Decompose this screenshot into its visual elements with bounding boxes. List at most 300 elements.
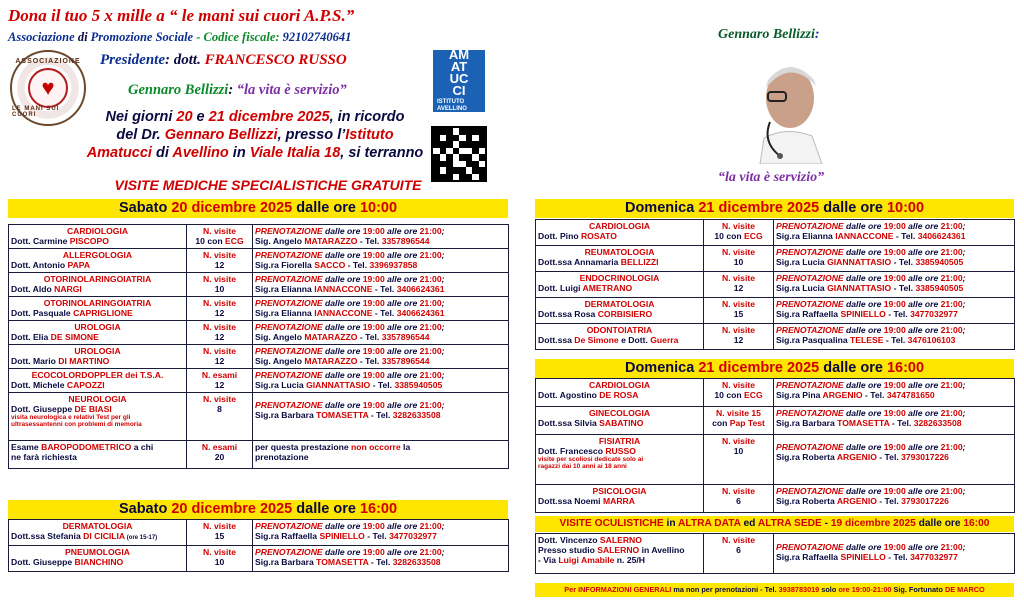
doctor-title: Dott.ssa	[538, 335, 575, 345]
pren-t1: dalle ore	[322, 547, 363, 557]
baro-nv: N. esami	[201, 442, 238, 452]
baro-p1a: per questa prestazione	[255, 442, 351, 452]
schedule-sat-afternoon	[8, 519, 509, 572]
schedule-sun-morning	[535, 219, 1015, 350]
info-c: ma non per prenotazioni - Tel.	[671, 585, 779, 594]
count-value	[189, 404, 250, 414]
ocul-docr: SALERNO	[599, 535, 642, 545]
ocul-l2r: SALERNO	[597, 545, 640, 555]
count-cell	[704, 272, 774, 298]
visite-heading: VISITE MEDICHE SPECIALISTICHE GRATUITE	[114, 177, 422, 193]
contact-surname: ARGENIO	[836, 496, 877, 506]
pren-t2: alle ore	[905, 325, 941, 335]
pren-t1: dalle ore	[322, 226, 363, 236]
pren-h1: 19:00	[362, 298, 385, 308]
ocul-doc-line2	[538, 545, 701, 555]
specialty-cell	[536, 407, 704, 435]
pren-h1: 19:00	[362, 547, 385, 557]
contact-line	[255, 332, 506, 342]
pren-t3: ;	[441, 250, 445, 260]
right-name-colon: :	[814, 27, 820, 42]
pren-h1: 19:00	[883, 380, 906, 390]
pren-t1: dalle ore	[322, 346, 363, 356]
phone-number: 3474781650	[886, 390, 935, 400]
booking-cell	[253, 297, 509, 321]
phone-number: 3385940505	[915, 257, 964, 267]
contact-surname: SACCO	[314, 260, 346, 270]
contact-line	[255, 260, 506, 270]
count-value	[706, 446, 771, 456]
pren-line	[255, 346, 506, 356]
contact-line	[255, 557, 506, 567]
pren-h1: 19:00	[883, 325, 906, 335]
ocul-b: in	[663, 518, 679, 529]
schedule-sat-morning	[8, 224, 509, 469]
contact-line	[255, 410, 506, 420]
pren-label: PRENOTAZIONE	[255, 298, 323, 308]
booking-cell	[253, 345, 509, 369]
contact-name: Sig.ra Pina	[776, 390, 823, 400]
count-label: N. visite	[722, 273, 755, 283]
count-cell	[704, 379, 774, 407]
pren-t1: dalle ore	[843, 325, 884, 335]
ocul-pren-cell	[774, 534, 1015, 574]
contact-line	[776, 496, 1012, 506]
count-value	[706, 335, 771, 345]
contact-name: Sig. Angelo	[255, 356, 305, 366]
pren-h2: 21:00	[419, 274, 442, 284]
pren-t1: dalle ore	[843, 486, 884, 496]
count-label: N. visite	[722, 247, 755, 257]
count-cell	[187, 321, 253, 345]
doctor-name	[11, 557, 184, 567]
count-cell	[187, 225, 253, 249]
pren-t3: ;	[962, 325, 966, 335]
pren-line	[255, 322, 506, 332]
doctor-surname: DI CICILIA	[83, 531, 126, 541]
pren-t3: ;	[441, 322, 445, 332]
contact-line	[255, 284, 506, 294]
count-label: N. visite	[203, 547, 236, 557]
contact-surname: ARGENIO	[836, 452, 877, 462]
table-row	[9, 441, 509, 469]
phone-number: 3282633508	[913, 418, 962, 428]
motto-line	[128, 82, 347, 99]
specialty-cell	[9, 249, 187, 273]
count-number: 10	[214, 284, 225, 294]
intro-3e: Viale Italia 18	[249, 145, 341, 161]
doctor-joiner: e Dott.	[618, 335, 651, 345]
doctor-name	[538, 231, 701, 241]
table-row	[536, 324, 1015, 350]
ocul-nv: N. visite	[722, 535, 755, 545]
doctor-note: (ore 15-17)	[125, 535, 158, 541]
contact-line	[776, 257, 1012, 267]
day-bar-sat-afternoon	[8, 500, 508, 519]
pren-t2: alle ore	[905, 273, 941, 283]
contact-surname: GIANNATTASIO	[827, 283, 892, 293]
doctor-name	[11, 356, 184, 366]
pren-t2: alle ore	[905, 380, 941, 390]
specialty-cell	[536, 324, 704, 350]
pren-h2: 21:00	[419, 521, 442, 531]
count-label: N. visite	[722, 436, 755, 446]
count-value	[189, 531, 250, 541]
right-name	[718, 27, 820, 43]
doctor-name	[11, 531, 184, 543]
pren-t3: ;	[441, 400, 445, 410]
doctor-surname: DE BIASI	[74, 404, 112, 414]
count-label: N. visite	[722, 380, 755, 390]
specialty-cell	[9, 546, 187, 572]
count-extra: ECG	[744, 231, 763, 241]
count-value	[706, 309, 771, 319]
count-number: 12	[214, 380, 225, 390]
table-row	[536, 407, 1015, 435]
pren-line	[776, 408, 1012, 418]
ocul-whor: SPINIELLO	[840, 552, 886, 562]
contact-surname: TOMASETTA	[837, 418, 890, 428]
pren-t3: ;	[441, 370, 445, 380]
doctor-surname-2: Guerra	[650, 335, 679, 345]
count-number: 10	[733, 446, 744, 456]
pren-line	[776, 221, 1012, 231]
doctor-title: Dott.ssa Rosa	[538, 309, 598, 319]
intro-2d: Istituto	[345, 127, 394, 143]
doctor-title: Dott. Pino	[538, 231, 581, 241]
tel-label: - Tel.	[862, 390, 887, 400]
intro-2b: Gennaro Bellizzi	[164, 127, 278, 143]
doctor-name	[538, 418, 701, 428]
count-label: N. esami	[201, 370, 238, 380]
tel-label: - Tel.	[885, 309, 911, 319]
president-line	[100, 52, 347, 69]
baro-cell	[9, 441, 187, 469]
doctor-title: Dott. Antonio	[11, 260, 68, 270]
ocul-doc-line3	[538, 555, 701, 565]
day4-c: dalle ore	[819, 360, 887, 376]
pren-t2: alle ore	[384, 226, 420, 236]
intro-1a: Nei giorni	[105, 109, 177, 125]
contact-name: Sig.ra Fiorella	[255, 260, 315, 270]
pren-t3: ;	[962, 486, 966, 496]
pren-h1: 19:00	[883, 299, 906, 309]
pren-t1: dalle ore	[322, 250, 363, 260]
intro-1d: 21 dicembre 2025	[208, 109, 330, 125]
ocul-c: ALTRA DATA	[678, 518, 741, 529]
day-bar-sun-afternoon	[535, 359, 1014, 378]
contact-line	[255, 380, 506, 390]
count-value	[706, 390, 771, 400]
pren-h2: 21:00	[940, 408, 963, 418]
specialty-name: DERMATOLOGIA	[584, 299, 655, 309]
pren-label: PRENOTAZIONE	[776, 380, 844, 390]
pren-line	[776, 325, 1012, 335]
pren-t3: ;	[441, 298, 445, 308]
motto-colon: :	[228, 82, 237, 98]
amatucci-small: ISTITUTO AVELLINO	[437, 99, 467, 112]
contact-line	[776, 231, 1012, 241]
doctor-title: Dott. Francesco	[538, 446, 606, 456]
table-row	[536, 220, 1015, 246]
count-label: N. visite	[722, 486, 755, 496]
count-value	[189, 284, 250, 294]
pren-t2: alle ore	[905, 299, 941, 309]
tel-label: - Tel.	[889, 418, 914, 428]
specialty-name: REUMATOLOGIA	[584, 247, 655, 257]
contact-line	[776, 390, 1012, 400]
contact-surname: MATARAZZO	[304, 236, 358, 246]
doctor-surname: DE SIMONE	[50, 332, 99, 342]
pren-label: PRENOTAZIONE	[255, 400, 323, 410]
baro-1a: Esame	[11, 442, 42, 452]
tel-label: - Tel.	[368, 410, 393, 420]
intro-line-1	[65, 108, 445, 126]
day3-c: dalle ore	[819, 200, 887, 216]
pren-t1: dalle ore	[322, 370, 363, 380]
doctor-name	[11, 260, 184, 270]
contact-name: Sig.ra Pasqualina	[776, 335, 851, 345]
tel-label: - Tel.	[364, 531, 390, 541]
count-value	[189, 332, 250, 342]
baro-1c: a chi	[131, 442, 154, 452]
specialty-name: CARDIOLOGIA	[588, 380, 651, 390]
pren-h2: 21:00	[940, 442, 963, 452]
pren-t1: dalle ore	[843, 247, 884, 257]
booking-cell	[774, 246, 1015, 272]
specialty-cell	[536, 298, 704, 324]
count-value	[189, 308, 250, 318]
doctor-title: Dott. Aldo	[11, 284, 55, 294]
ocul-count-cell	[704, 534, 774, 574]
count-label: N. visite	[203, 394, 236, 404]
count-value	[706, 257, 771, 267]
pren-h1: 19:00	[362, 250, 385, 260]
pren-line	[255, 274, 506, 284]
pren-label: PRENOTAZIONE	[255, 521, 323, 531]
booking-cell	[253, 273, 509, 297]
intro-3b: di	[151, 145, 173, 161]
intro-3c: Avellino	[172, 145, 229, 161]
doctor-name	[538, 283, 701, 293]
specialty-name: ECOCOLORDOPPLER dei T.S.A.	[31, 370, 164, 380]
pren-t1: dalle ore	[843, 273, 884, 283]
doctor-name	[11, 308, 184, 318]
booking-cell	[253, 321, 509, 345]
count-value	[706, 418, 771, 428]
doctor-surname: ROSATO	[580, 231, 617, 241]
booking-cell	[253, 369, 509, 393]
pren-t2: alle ore	[384, 250, 420, 260]
pren-line	[776, 273, 1012, 283]
phone-number: 3406624361	[396, 308, 445, 318]
specialty-cell	[9, 225, 187, 249]
specialty-cell	[9, 369, 187, 393]
right-motto: “la vita è servizio”	[718, 170, 825, 185]
pren-h2: 21:00	[940, 486, 963, 496]
booking-cell	[774, 272, 1015, 298]
phone-number: 3282633508	[392, 410, 441, 420]
doctor-surname: AMETRANO	[582, 283, 633, 293]
specialty-cell	[536, 435, 704, 485]
pren-label: PRENOTAZIONE	[255, 346, 323, 356]
doctor-title: Dott. Giuseppe	[11, 557, 75, 567]
specialty-name: FISIATRIA	[598, 436, 641, 446]
pren-h2: 21:00	[940, 380, 963, 390]
pren-h1: 19:00	[362, 322, 385, 332]
phone-number: 3282633508	[392, 557, 441, 567]
doctor-title: Dott.ssa Annamaria	[538, 257, 621, 267]
count-cell	[187, 345, 253, 369]
pren-label: PRENOTAZIONE	[255, 250, 323, 260]
contact-name: Sig.ra Raffaella	[255, 531, 320, 541]
pren-t1: dalle ore	[843, 408, 884, 418]
pren-t3: ;	[962, 273, 966, 283]
day3-d: 10:00	[886, 200, 925, 216]
tel-label: - Tel.	[876, 496, 902, 506]
booking-cell	[253, 520, 509, 546]
doctor-surname: DE ROSA	[599, 390, 639, 400]
pren-t3: ;	[962, 380, 966, 390]
count-cell	[704, 220, 774, 246]
pren-h1: 19:00	[883, 408, 906, 418]
pren-t2: alle ore	[384, 370, 420, 380]
phone-number: 3793017226	[901, 452, 949, 462]
count-label: N. visite	[203, 346, 236, 356]
phone-number: 3406624361	[396, 284, 445, 294]
count-number: 10 con	[714, 390, 744, 400]
assoc-codice: 92102740641	[282, 30, 352, 44]
ocul-a: VISITE OCULISTICHE	[559, 518, 664, 529]
president-name: FRANCESCO RUSSO	[204, 52, 347, 68]
ocul-contact-line	[776, 552, 1012, 562]
phone-number: 3793017226	[901, 496, 949, 506]
tel-label: - Tel.	[372, 308, 397, 318]
contact-surname: TOMASETTA	[316, 557, 369, 567]
pren-t2: alle ore	[384, 400, 420, 410]
doctor-surname: De Simone	[574, 335, 619, 345]
day4-d: 16:00	[886, 360, 925, 376]
contact-line	[776, 418, 1012, 428]
phone-number: 3385940505	[915, 283, 964, 293]
count-number: 8	[217, 404, 222, 414]
count-label: N. visite	[203, 322, 236, 332]
day2-c: dalle ore	[292, 501, 360, 517]
intro-line-3	[65, 144, 445, 162]
pren-t1: dalle ore	[843, 221, 884, 231]
right-name-text: Gennaro Bellizzi	[718, 27, 815, 42]
count-cell	[187, 546, 253, 572]
contact-line	[776, 335, 1012, 345]
flyer-title: Dona il tuo 5 x mille a “ le mani sui cuori A.P.S.”	[8, 6, 355, 25]
doctor-name	[538, 446, 701, 456]
pren-t2: alle ore	[384, 274, 420, 284]
table-row	[536, 272, 1015, 298]
visit-note-2: ultrasessantenni con problemi di memoria	[11, 421, 142, 428]
table-row	[9, 273, 509, 297]
pren-t2: alle ore	[905, 486, 941, 496]
count-value	[706, 283, 771, 293]
baro-line-2: ne farà richiesta	[11, 452, 77, 462]
doctor-surname: PISCOPO	[69, 236, 109, 246]
specialty-name: PNEUMOLOGIA	[65, 547, 130, 557]
baro-p1c: la	[400, 442, 411, 452]
tel-label: - Tel.	[876, 452, 902, 462]
contact-name: Sig.ra Lucia	[776, 257, 828, 267]
pren-h1: 19:00	[883, 442, 906, 452]
tel-label: - Tel.	[883, 335, 908, 345]
count-number: 10	[733, 257, 744, 267]
table-row	[536, 379, 1015, 407]
specialty-name: OTORINOLARINGOIATRIA	[43, 298, 152, 308]
ocul-l2: Presso studio	[538, 545, 598, 555]
contact-surname: MATARAZZO	[304, 356, 358, 366]
count-number: 15	[214, 531, 225, 541]
pren-t2: alle ore	[384, 346, 420, 356]
pren-h1: 19:00	[362, 400, 385, 410]
pren-label: PRENOTAZIONE	[255, 226, 323, 236]
intro-text	[65, 108, 445, 162]
pren-t2: alle ore	[905, 442, 941, 452]
pren-line	[776, 380, 1012, 390]
count-label: N. visite	[722, 325, 755, 335]
pren-label: PRENOTAZIONE	[776, 442, 844, 452]
contact-name: Sig.ra Roberta	[776, 452, 837, 462]
count-number: 6	[736, 496, 741, 506]
booking-cell	[774, 435, 1015, 485]
contact-line	[255, 356, 506, 366]
count-label: N. visite 15	[716, 408, 761, 418]
info-a: Per	[564, 585, 579, 594]
doctor-title: Dott. Agostino	[538, 390, 600, 400]
doctor-surname: BIANCHINO	[74, 557, 124, 567]
phone-number: 3406624361	[917, 231, 966, 241]
table-row	[9, 225, 509, 249]
amatucci-l1: AM	[448, 47, 470, 62]
pren-h2: 21:00	[419, 346, 442, 356]
count-label: N. visite	[203, 521, 236, 531]
pren-label: PRENOTAZIONE	[776, 408, 844, 418]
pren-t1: dalle ore	[322, 298, 363, 308]
pren-t3: ;	[441, 226, 445, 236]
baro-cnt: 20	[214, 452, 225, 462]
count-cell	[187, 297, 253, 321]
pren-label: PRENOTAZIONE	[255, 322, 323, 332]
pren-t3: ;	[441, 547, 445, 557]
count-extra: Pap Test	[729, 418, 765, 428]
contact-surname: IANNACCONE	[314, 308, 373, 318]
booking-cell	[774, 407, 1015, 435]
specialty-name: ENDOCRINOLOGIA	[579, 273, 660, 283]
table-row	[536, 435, 1015, 485]
intro-1c: e	[192, 109, 209, 125]
count-cell	[704, 246, 774, 272]
contact-line	[255, 531, 506, 541]
day1-b: 20 dicembre 2025	[171, 200, 293, 216]
contact-line	[776, 283, 1012, 293]
table-row	[536, 534, 1015, 574]
pren-t1: dalle ore	[322, 322, 363, 332]
day-bar-sun-morning	[535, 199, 1014, 218]
table-row	[536, 485, 1015, 513]
day1-c: dalle ore	[292, 200, 360, 216]
assoc-promozione: Promozione Sociale	[90, 30, 194, 44]
pren-line	[776, 442, 1012, 452]
doctor-title: Dott.ssa Stefania	[11, 531, 84, 541]
count-number: 12	[214, 260, 225, 270]
doctor-surname: NARGI	[54, 284, 82, 294]
motto-text: “la vita è servizio”	[236, 82, 347, 98]
